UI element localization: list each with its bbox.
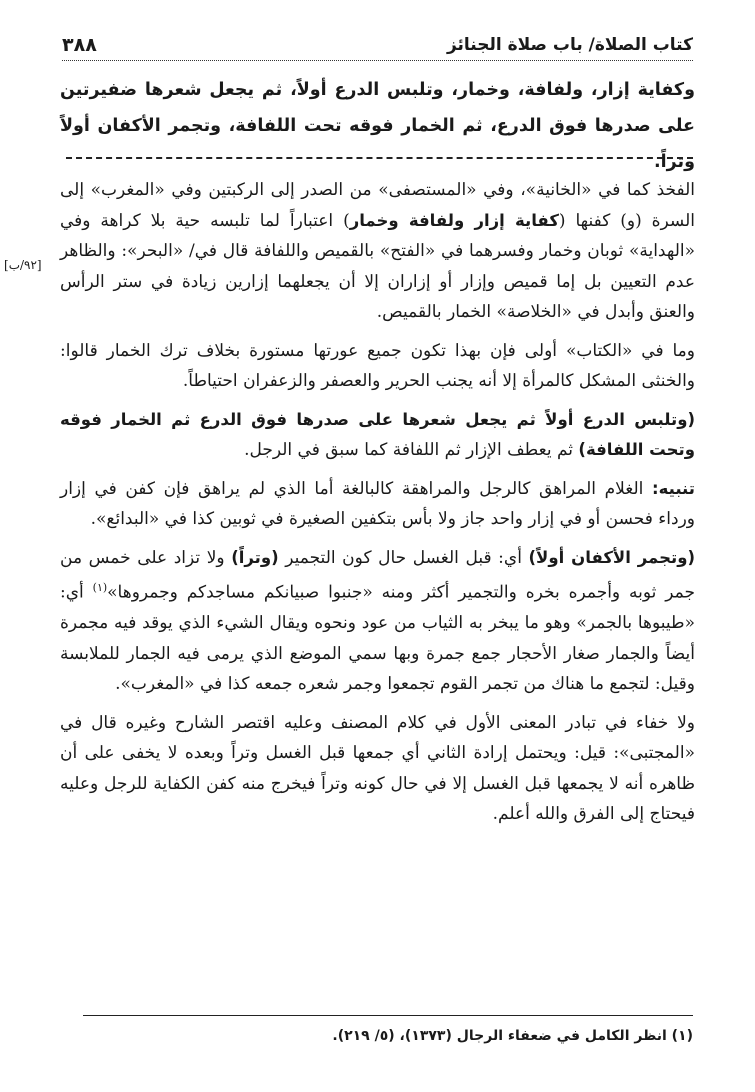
footnote: (١) انظر الكامل في ضعفاء الرجال (١٣٧٣)، (٥/ ٢١٩). <box>332 1028 693 1044</box>
paragraph-2: وما في «الكتاب» أولى فإن بهذا تكون جميع عورتها مستورة بخلاف ترك الخمار قالوا: والخنثى المشكل كالمرأة إلا أنه يجنب الحرير والعصفر والزعفران احتياطاً. <box>60 340 695 391</box>
paragraph-3: (وتلبس الدرع أولاً ثم يجعل شعرها على صدرها فوق الدرع ثم الخمار فوقه وتحت اللفافة) ثم يعطف الإزار ثم اللفافة كما سبق في الرجل. <box>60 409 695 460</box>
running-header <box>62 30 693 61</box>
paragraph-1: الفخذ كما في «الخانية»، وفي «المستصفى» من الصدر إلى الركبتين وفي «المغرب» إلى السرة (و) كفنها (كفاية إزار ولفافة وخمار) اعتباراً لما تلبسه حية بلا كراهة وفي «الهداية» ثوبان وخمار وفسرهما في «الفتح» بالقميص واللفافة قال في/ «البحر»: والظاهر عدم التعيين بل إما قميص وإزار أو إزاران إلا أن يجعلهما إزارين زيادة في ستر الرأس والعنق وأبدل في «الخلاصة» الخمار بالقميص. <box>60 180 695 322</box>
note-label: تنبيه: <box>651 478 695 498</box>
footnote-reference[interactable]: (١) <box>92 581 108 594</box>
quoted-matn: (وتراً) <box>231 547 279 567</box>
manuscript-folio-marker: [٩٢/ب] <box>4 258 42 272</box>
quoted-matn: (وتلبس الدرع أولاً ثم يجعل شعرها على صدرها فوق الدرع ثم الخمار فوقه وتحت اللفافة) <box>60 409 695 459</box>
paragraph-6: ولا خفاء في تبادر المعنى الأول في كلام المصنف وعليه اقتصر الشارح وغيره قال في «المجتبى»: قيل: ويحتمل إرادة الثاني أي جمعها قبل الغسل وتراً وبعده لا يخفى على أن ظاهره أنه لا يجمعها قبل الغسل إلا في حال كونه وتراً فيخرج منه كفن الكفاية للرجل وعليه فيحتاج إلى الفرق والله أعلم. <box>60 712 695 825</box>
commentary-body <box>60 175 695 838</box>
dashed-divider <box>66 157 693 159</box>
quoted-matn: كفاية إزار ولفافة وخمار <box>349 210 559 230</box>
chapter-title: كتاب الصلاة/ باب صلاة الجنائز <box>446 35 693 55</box>
footnote-divider <box>83 1015 693 1016</box>
matn-text: وكفاية إزار، ولفافة، وخمار، وتلبس الدرع أولاً، ثم يجعل شعرها ضفيرتين على صدرها فوق الدرع، ثم الخمار فوقه تحت اللفافة، وتجمر الأكفان أولاً وتراً. <box>60 80 695 172</box>
page-number: ٣٨٨ <box>62 34 97 56</box>
paragraph-5: (وتجمر الأكفان أولاً) أي: قبل الغسل حال كون التجمير (وتراً) ولا تزاد على خمس من جمر ثوبه وأجمره بخره والتجمير أكثر ومنه «جنبوا صبيانكم مساجدكم وجمروها»$^{(١)}$ أي: «طيبوها بالجمر» وهو ما يبخر به الثياب من عود ونحوه ويقال الشيء الذي يوقد فيه مجمرة أيضاً والجمار صغار الأحجار جمع جمرة وبها سمي الموضع الذي يرمى فيه الجمار للملابسة وقيل: لتجمع ما هناك من تجمر القوم تجمعوا وجمر شعره جمعه كذا في «المغرب». <box>60 547 695 695</box>
paragraph-4: تنبيه: الغلام المراهق كالرجل والمراهقة كالبالغة أما الذي لم يراهق فإن كفن في إزار ورداء فحسن أو في إزار واحد جاز ولا بأس بتكفين الصغيرة في ثوبين كذا في «البدائع». <box>60 478 695 529</box>
quoted-matn: (وتجمر الأكفان أولاً) <box>528 547 695 567</box>
